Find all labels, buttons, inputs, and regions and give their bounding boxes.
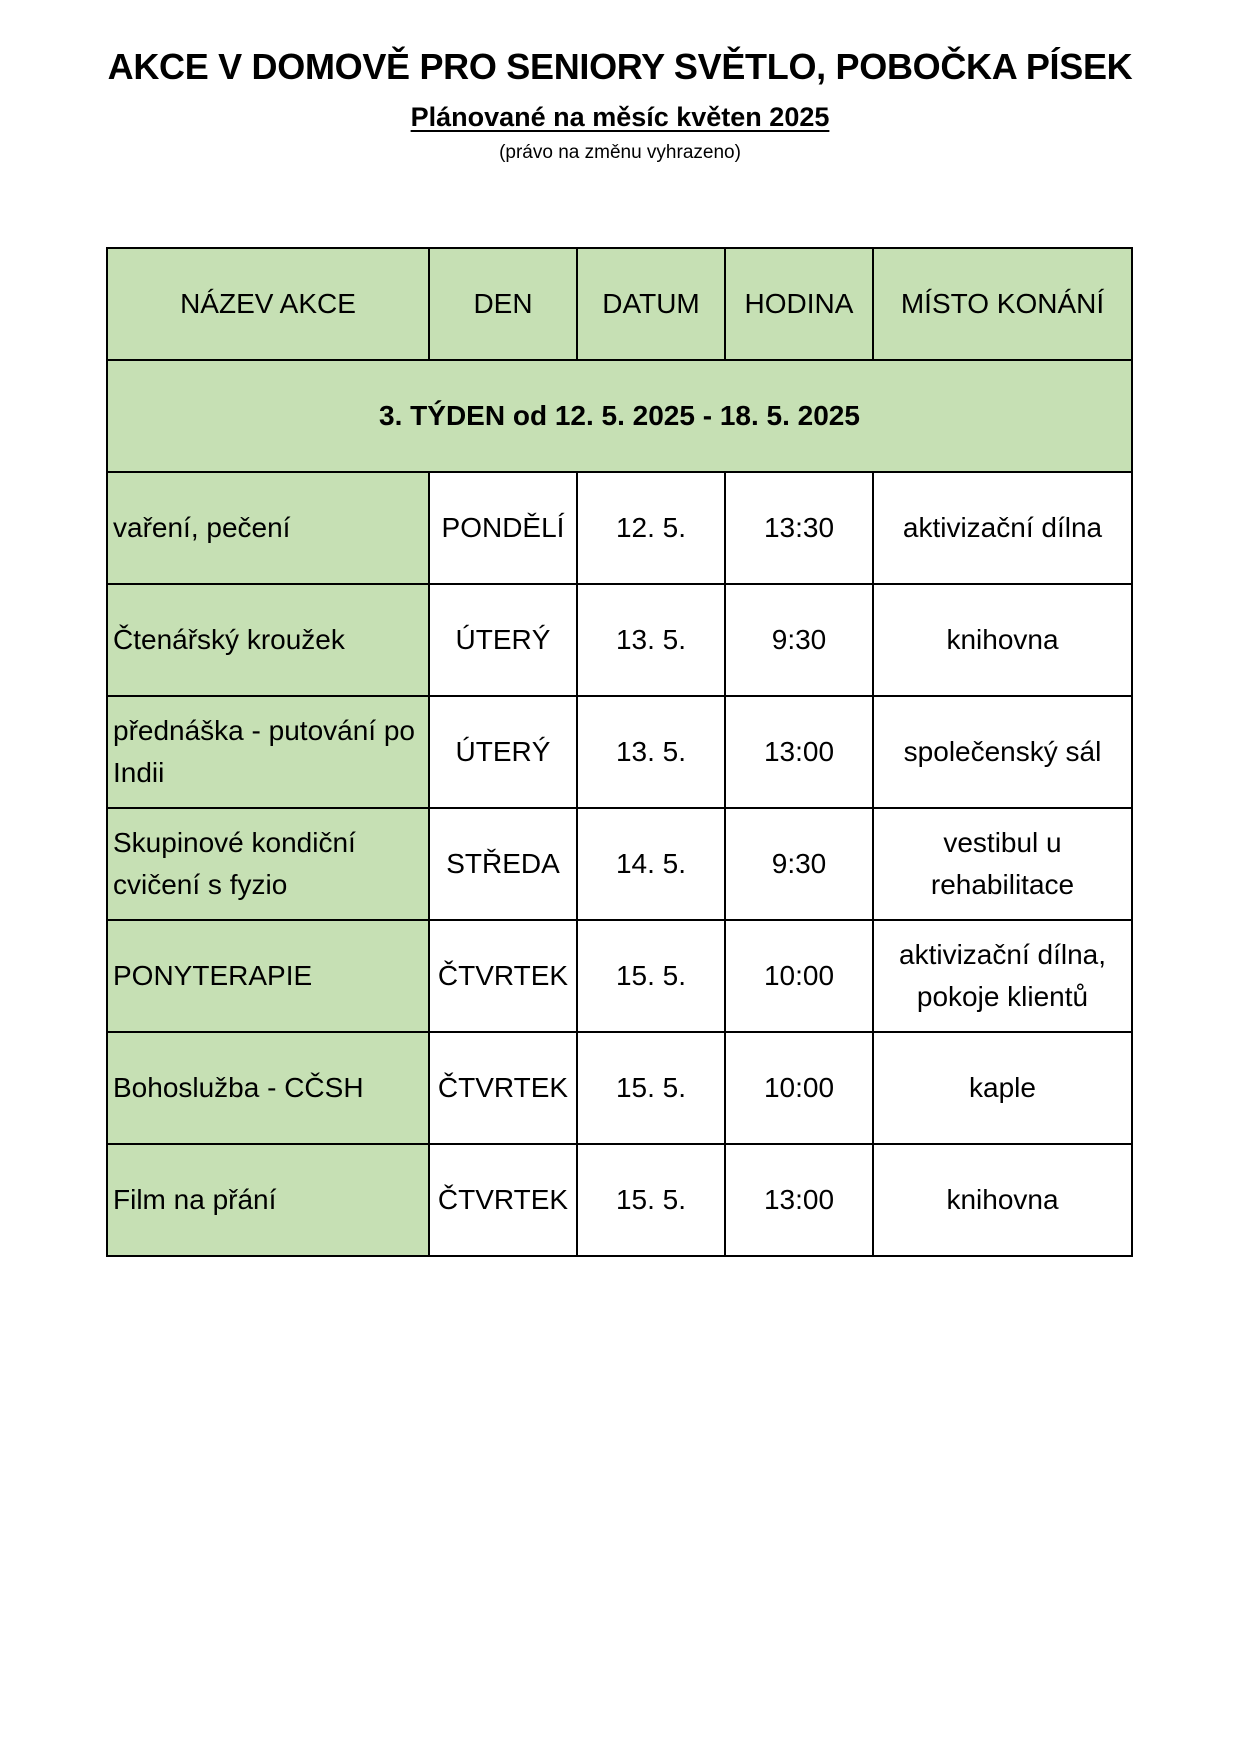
table-row [107, 584, 1132, 696]
event-place: vestibul u rehabilitace [873, 808, 1132, 920]
table-row [107, 1144, 1132, 1256]
page-title: AKCE V DOMOVĚ PRO SENIORY SVĚTLO, POBOČKA PÍSEK [107, 46, 1133, 87]
event-time: 10:00 [725, 1032, 873, 1144]
subtitle-text: Plánované na měsíc květen 2025 [410, 102, 830, 132]
event-name: Bohoslužba - CČSH [107, 1032, 429, 1144]
event-time: 9:30 [725, 584, 873, 696]
event-date: 12. 5. [577, 472, 725, 584]
event-place: společenský sál [873, 696, 1132, 808]
event-date: 13. 5. [577, 584, 725, 696]
column-header-name: NÁZEV AKCE [107, 248, 429, 360]
event-place: kaple [873, 1032, 1132, 1144]
event-place: aktivizační dílna, pokoje klientů [873, 920, 1132, 1032]
event-name: PONYTERAPIE [107, 920, 429, 1032]
event-place: knihovna [873, 584, 1132, 696]
event-day: ČTVRTEK [429, 1144, 577, 1256]
event-time: 10:00 [725, 920, 873, 1032]
event-day: ÚTERÝ [429, 696, 577, 808]
change-reserved-note: (právo na změnu vyhrazeno) [499, 142, 741, 163]
event-place: aktivizační dílna [873, 472, 1132, 584]
event-place: knihovna [873, 1144, 1132, 1256]
column-header-place: MÍSTO KONÁNÍ [873, 248, 1132, 360]
event-date: 13. 5. [577, 696, 725, 808]
event-name: Skupinové kondiční cvičení s fyzio [107, 808, 429, 920]
event-date: 15. 5. [577, 1144, 725, 1256]
event-name: přednáška - putování po Indii [107, 696, 429, 808]
week-row [107, 360, 1132, 472]
event-date: 15. 5. [577, 920, 725, 1032]
table-header-row [107, 248, 1132, 360]
column-header-time: HODINA [725, 248, 873, 360]
table-row [107, 808, 1132, 920]
table-row [107, 696, 1132, 808]
event-time: 13:30 [725, 472, 873, 584]
event-day: STŘEDA [429, 808, 577, 920]
column-header-date: DATUM [577, 248, 725, 360]
event-time: 13:00 [725, 1144, 873, 1256]
event-day: ČTVRTEK [429, 1032, 577, 1144]
event-day: PONDĚLÍ [429, 472, 577, 584]
event-day: ČTVRTEK [429, 920, 577, 1032]
event-time: 9:30 [725, 808, 873, 920]
event-day: ÚTERÝ [429, 584, 577, 696]
week-label: 3. TÝDEN od 12. 5. 2025 - 18. 5. 2025 [107, 360, 1132, 472]
table-row [107, 472, 1132, 584]
event-name: Film na přání [107, 1144, 429, 1256]
event-date: 15. 5. [577, 1032, 725, 1144]
event-date: 14. 5. [577, 808, 725, 920]
event-time: 13:00 [725, 696, 873, 808]
event-name: Čtenářský kroužek [107, 584, 429, 696]
table-row [107, 1032, 1132, 1144]
events-table [106, 247, 1133, 1257]
column-header-day: DEN [429, 248, 577, 360]
event-name: vaření, pečení [107, 472, 429, 584]
page-subtitle [0, 102, 1240, 133]
table-row [107, 920, 1132, 1032]
